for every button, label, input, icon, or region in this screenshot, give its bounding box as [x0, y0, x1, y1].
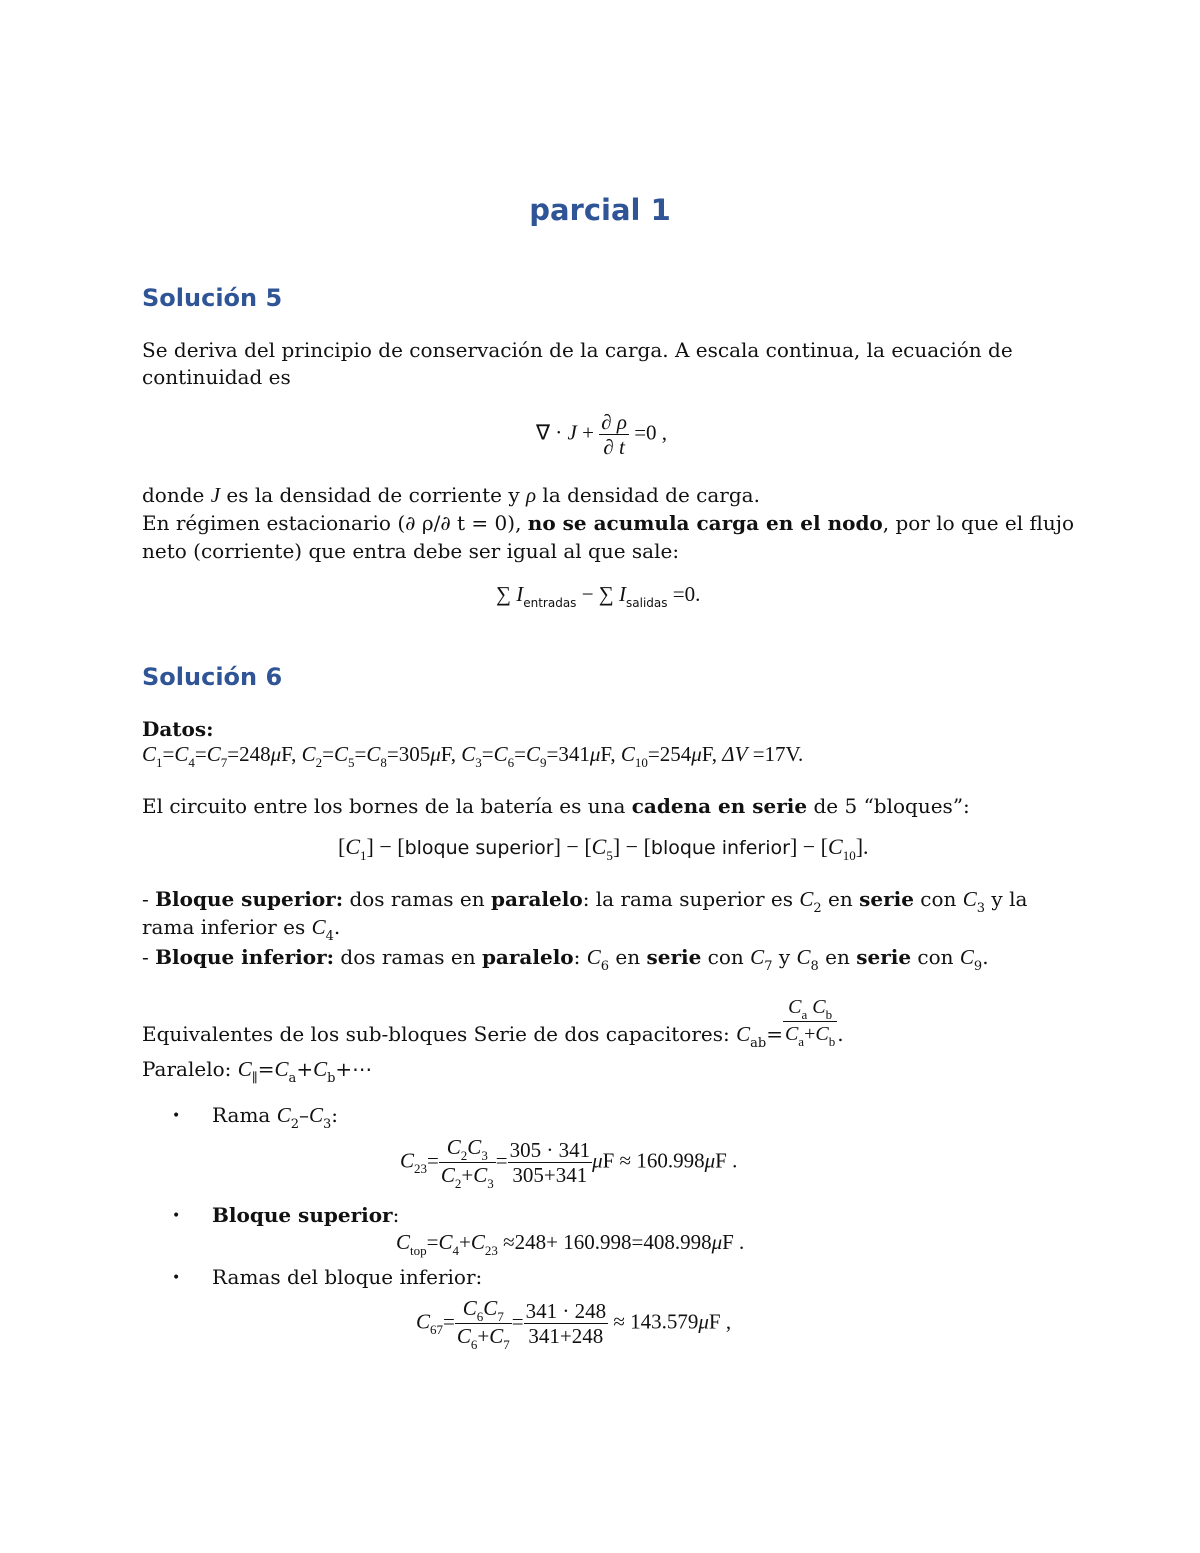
bloque-superior-line-2: rama inferior es $C_4$. — [142, 915, 341, 944]
series-chain-equation: $[C_1]$ − [bloque superior] − $[C_5]$ − [bloque inferior] − $[C_{10}]$. — [338, 834, 869, 863]
bullet-1-label: Rama $C_2-C_3$: — [212, 1103, 339, 1132]
c67-equation: $C_{67}=$ $\frac{C_6C_7}{C_6+C_7}$ = $\frac{341 \cdot 248}{341+248}$ ≈ 143.579μF , — [416, 1296, 732, 1352]
intro-paragraph-line-1: Se deriva del principio de conservación de la carga. A escala continua, la ecuación de — [142, 338, 1013, 362]
regimen-paragraph-line-1: En régimen estacionario (∂ ρ/∂ t = 0), no se acumula carga en el nodo, por lo que el flujo — [142, 511, 1074, 535]
document-title: parcial 1 — [529, 193, 671, 227]
bloque-superior-line-1: - Bloque superior: dos ramas en paralelo: la rama superior es $C_2$ en serie con $C_3$ y la — [142, 887, 1028, 916]
bloque-inferior-line: - Bloque inferior: dos ramas en paralelo: $C_6$ en serie con $C_7$ y $C_8$ en serie con $C_9$. — [142, 945, 989, 974]
c23-equation: $C_{23}=$ $\frac{C_2C_3}{C_2+C_3}$ = $\frac{305 \cdot 341}{305+341}$ μF ≈ 160.998μF . — [400, 1135, 738, 1191]
bullet-marker-1: • — [172, 1108, 181, 1124]
bullet-marker-3: • — [172, 1270, 181, 1286]
circuit-paragraph: El circuito entre los bornes de la batería es una cadena en serie de 5 “bloques”: — [142, 794, 970, 818]
bullet-3-label: Ramas del bloque inferior: — [212, 1265, 483, 1289]
equivalentes-paragraph: Equivalentes de los sub-bloques Serie de dos capacitores: $C_{ab}=$ $\frac{C_a C_b}{C_a+C_b}$ . — [142, 996, 844, 1051]
donde-paragraph: donde J es la densidad de corriente y ρ la densidad de carga. — [142, 483, 760, 507]
section-heading-solucion-5: Solución 5 — [142, 284, 283, 312]
kcl-equation: ∑ $I_{entradas}$ − ∑ $I_{salidas} =0$. — [496, 582, 701, 610]
intro-paragraph-line-2: continuidad es — [142, 365, 291, 389]
regimen-paragraph-line-2: neto (corriente) que entra debe ser igual al que sale: — [142, 539, 680, 563]
continuity-equation: ∇ · J + $\frac{\partial \rho}{\partial t}$ =0 , — [536, 410, 668, 459]
datos-label: Datos: — [142, 717, 214, 741]
bullet-marker-2: • — [172, 1208, 181, 1224]
ctop-equation: $C_{top}=C_4+C_{23} \approx 248+ 160.998=408.998\mu F$ . — [396, 1230, 745, 1258]
bullet-2-label: Bloque superior: — [212, 1203, 400, 1227]
paralelo-formula: Paralelo: $C_\parallel=C_a+C_b+\cdots$ — [142, 1057, 373, 1086]
datos-values: $C_1=C_4=C_7=248\mu F$, $C_2=C_5=C_8=305\mu F$, $C_3=C_6=C_9=341\mu F$, $C_{10}=254\mu F$, ΔV =17V. — [142, 742, 804, 770]
section-heading-solucion-6: Solución 6 — [142, 663, 283, 691]
